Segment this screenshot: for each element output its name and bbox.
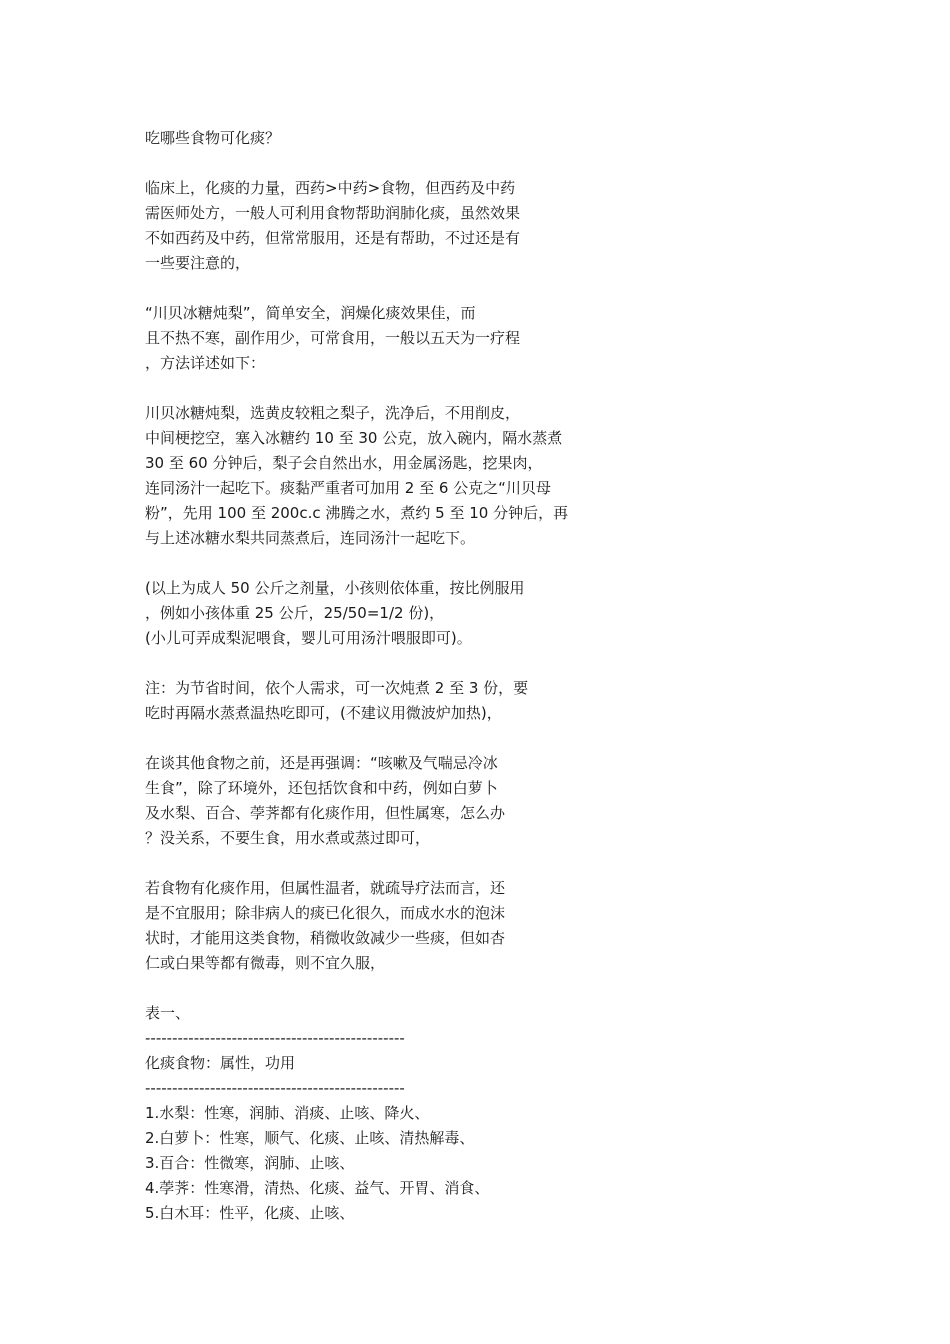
paragraph-line: 不如西药及中药，但常常服用，还是有帮助，不过还是有 — [145, 229, 521, 247]
table-row: 3.百合：性微寒，润肺、止咳、 — [145, 1154, 355, 1172]
paragraph-gap — [145, 726, 625, 751]
paragraph-line: 与上述冰糖水梨共同蒸煮后，连同汤汁一起吃下。 — [145, 529, 476, 547]
paragraph-line: 吃时再隔水蒸煮温热吃即可，(不建议用微波炉加热)， — [145, 704, 502, 722]
document-title: 吃哪些食物可化痰？ — [145, 129, 281, 147]
paragraph-line: 临床上，化痰的力量，西药>中药>食物，但西药及中药 — [145, 179, 516, 197]
paragraph — [145, 876, 625, 976]
paragraph-line: 生食”，除了环境外，还包括饮食和中药，例如白萝卜 — [145, 779, 498, 797]
paragraph-gap — [145, 651, 625, 676]
paragraph-line: 且不热不寒，副作用少，可常食用，一般以五天为一疗程 — [145, 329, 521, 347]
table-row: 4.荸荠：性寒滑，清热、化痰、益气、开胃、消食、 — [145, 1179, 490, 1197]
paragraph — [145, 176, 625, 276]
paragraph-line: ？没关系，不要生食，用水煮或蒸过即可， — [145, 829, 431, 847]
paragraph-line: (以上为成人 50 公斤之剂量，小孩则依体重，按比例服用 — [145, 579, 525, 597]
paragraph-line: 在谈其他食物之前，还是再强调：“咳嗽及气喘忌冷冰 — [145, 754, 498, 772]
paragraph-line: 仁或白果等都有微毒，则不宜久服， — [145, 954, 386, 972]
paragraph-line: 若食物有化痰作用，但属性温者，就疏导疗法而言，还 — [145, 879, 506, 897]
paragraph-gap — [145, 976, 625, 1001]
paragraph-line: 是不宜服用；除非病人的痰已化很久，而成水水的泡沫 — [145, 904, 506, 922]
paragraph-line: 粉”，先用 100 至 200c.c 沸腾之水，煮约 5 至 10 分钟后，再 — [145, 504, 569, 522]
document-body — [145, 126, 625, 1226]
paragraph-gap — [145, 151, 625, 176]
table-caption: 表一、 — [145, 1004, 191, 1022]
paragraph-gap — [145, 376, 625, 401]
paragraph-line: 需医师处方，一般人可利用食物帮助润肺化痰，虽然效果 — [145, 204, 521, 222]
paragraph-line: 及水梨、百合、荸荠都有化痰作用，但性属寒，怎么办 — [145, 804, 506, 822]
food-table — [145, 1001, 625, 1226]
paragraph-line: 注：为节省时间，依个人需求，可一次炖煮 2 至 3 份，要 — [145, 679, 529, 697]
paragraph-line: ，例如小孩体重 25 公斤，25/50=1/2 份)， — [145, 604, 445, 622]
paragraph-line: 一些要注意的， — [145, 254, 251, 272]
paragraph — [145, 301, 625, 376]
table-rule: ------------------------------------------------ — [145, 1029, 405, 1047]
paragraph — [145, 401, 625, 551]
table-header: 化痰食物：属性，功用 — [145, 1054, 296, 1072]
paragraph-line: 川贝冰糖炖梨，选黄皮较粗之梨子，洗净后，不用削皮， — [145, 404, 521, 422]
paragraph-line: 连同汤汁一起吃下。痰黏严重者可加用 2 至 6 公克之“川贝母 — [145, 479, 551, 497]
table-row: 5.白木耳：性平，化痰、止咳、 — [145, 1204, 355, 1222]
paragraph-line: (小儿可弄成梨泥喂食，婴儿可用汤汁喂服即可)。 — [145, 629, 472, 647]
paragraph-gap — [145, 851, 625, 876]
paragraph — [145, 751, 625, 851]
table-rule: ------------------------------------------------ — [145, 1079, 405, 1097]
paragraph-line: 中间梗挖空，塞入冰糖约 10 至 30 公克，放入碗内，隔水蒸煮 — [145, 429, 563, 447]
paragraph-gap — [145, 276, 625, 301]
paragraph-gap — [145, 551, 625, 576]
table-row: 2.白萝卜：性寒，顺气、化痰、止咳、清热解毒、 — [145, 1129, 475, 1147]
paragraph-line: 状时，才能用这类食物，稍微收敛减少一些痰，但如杏 — [145, 929, 506, 947]
paragraph-line: ，方法详述如下： — [145, 354, 266, 372]
paragraph — [145, 576, 625, 651]
paragraph — [145, 676, 625, 726]
paragraph-line: 30 至 60 分钟后，梨子会自然出水，用金属汤匙，挖果肉， — [145, 454, 543, 472]
paragraph-line: “川贝冰糖炖梨”，简单安全，润燥化痰效果佳，而 — [145, 304, 476, 322]
table-row: 1.水梨：性寒，润肺、消痰、止咳、降火、 — [145, 1104, 430, 1122]
